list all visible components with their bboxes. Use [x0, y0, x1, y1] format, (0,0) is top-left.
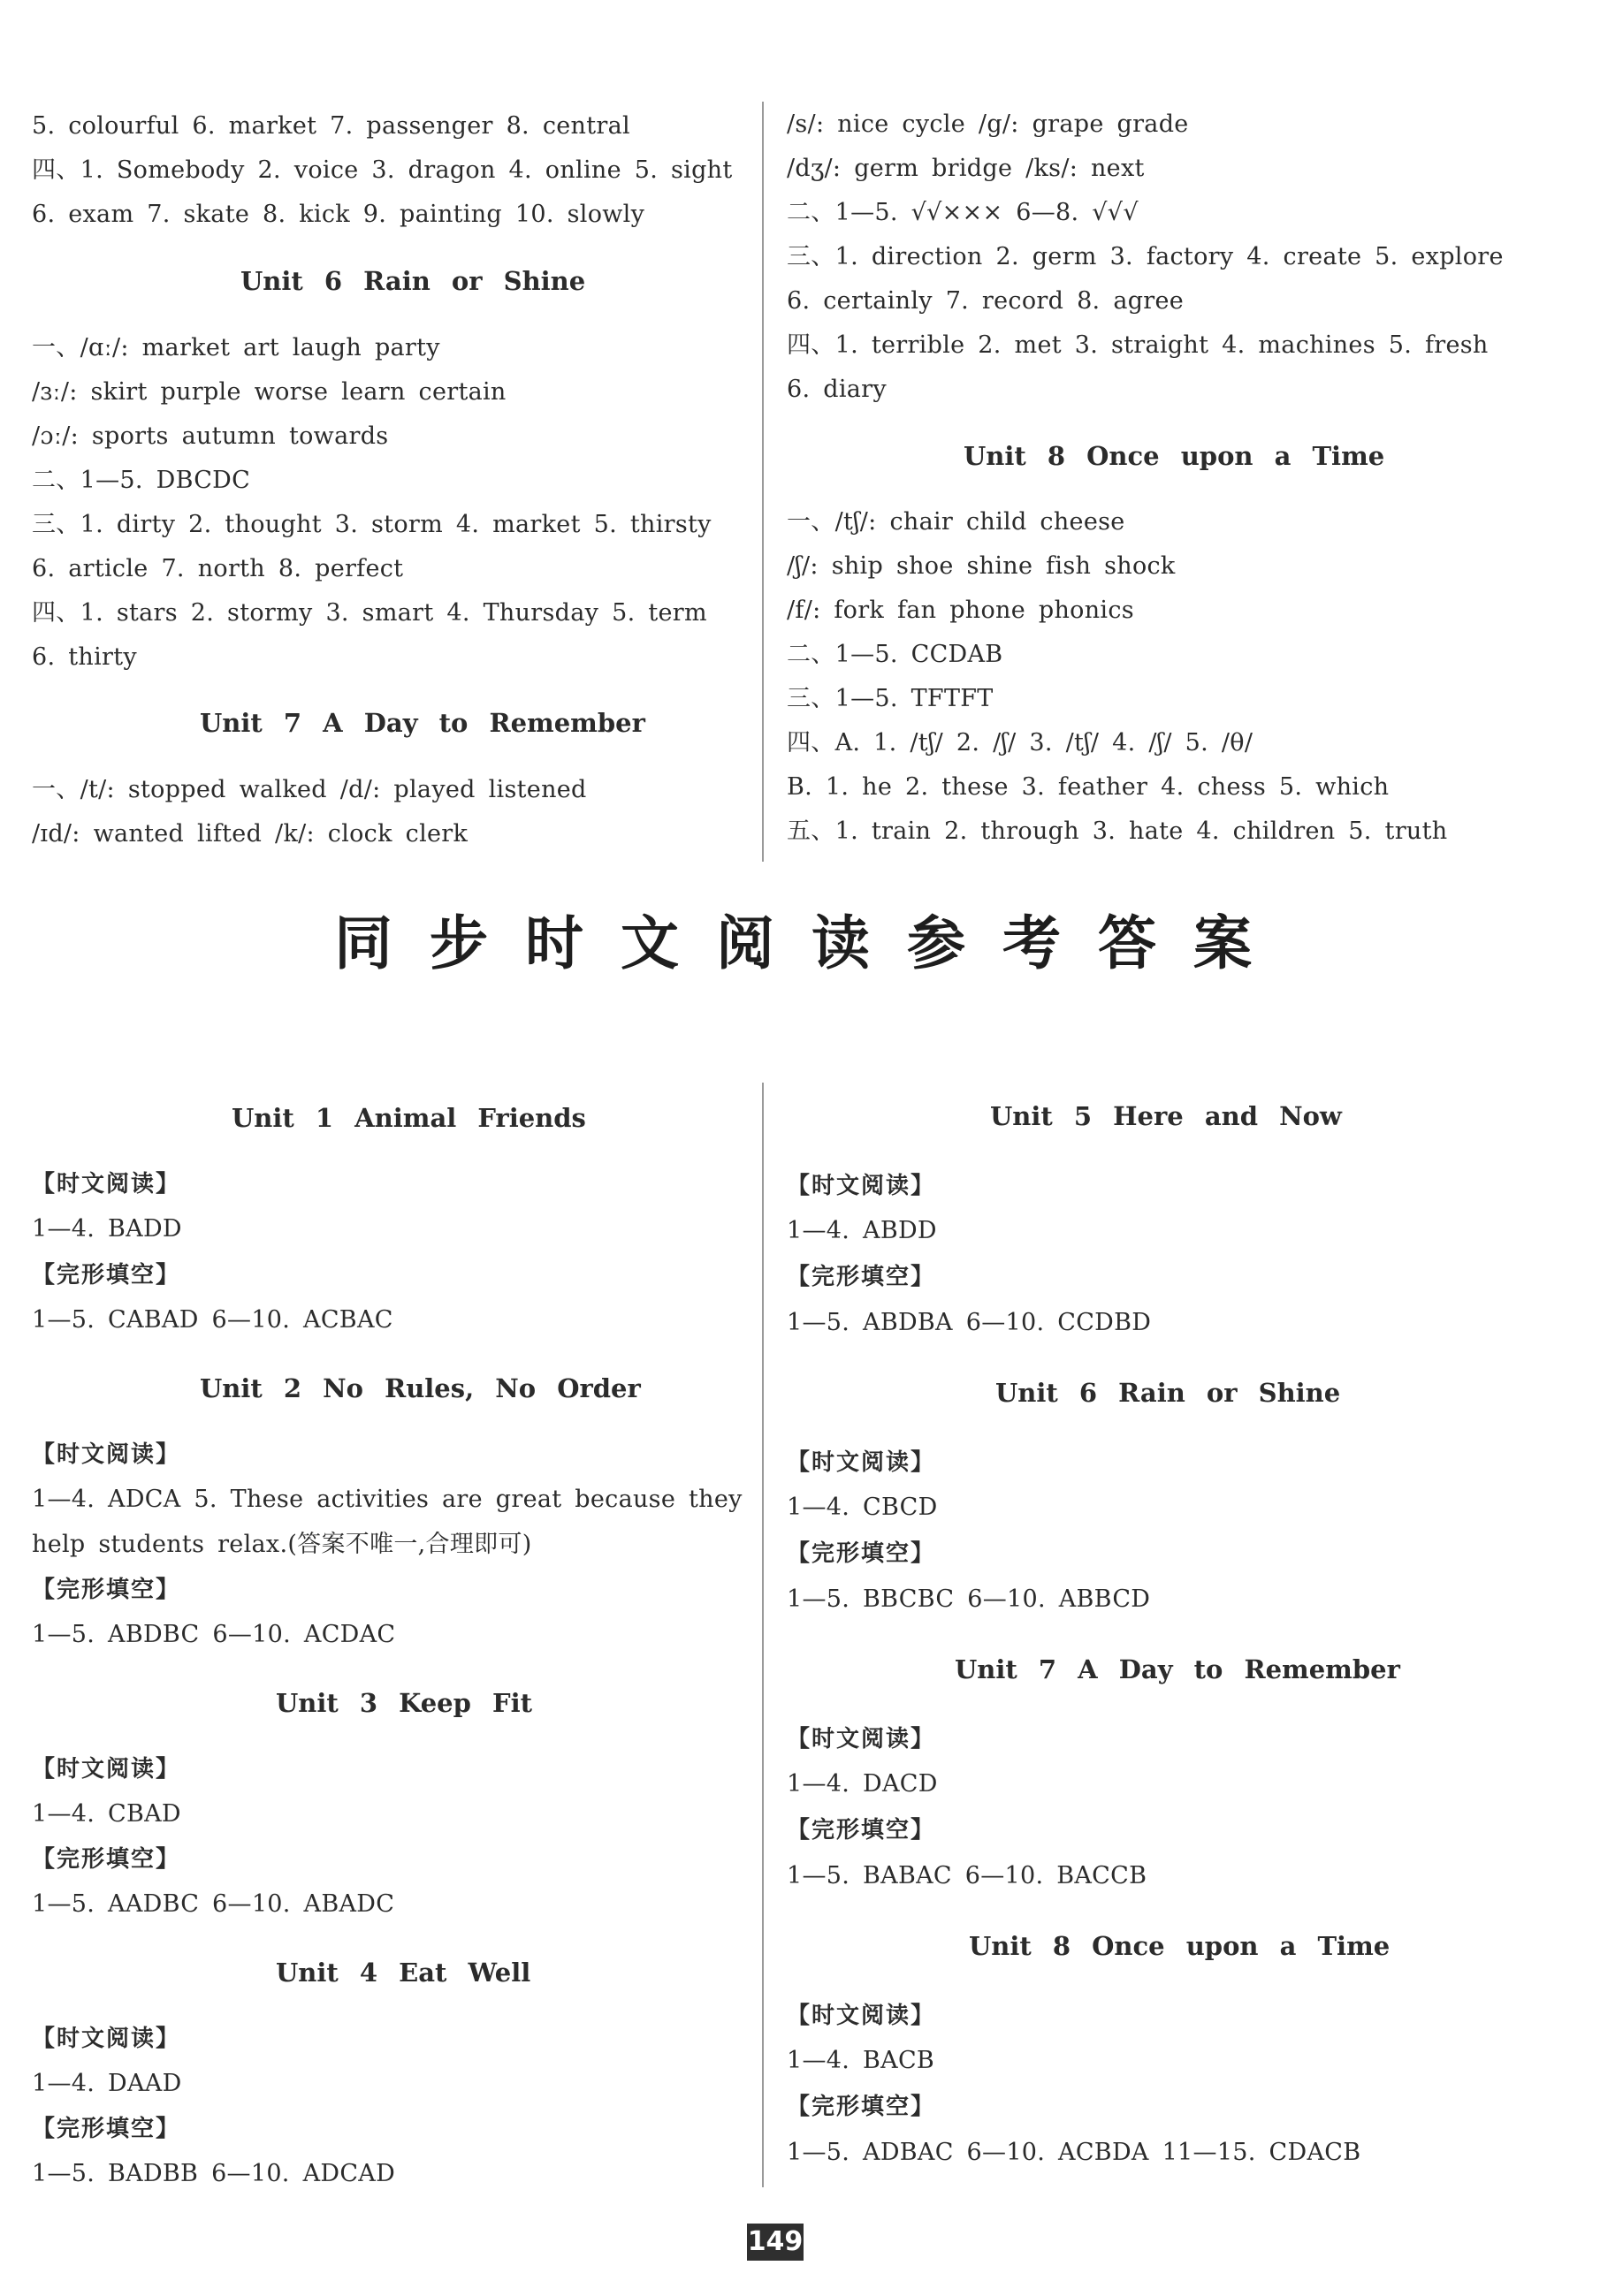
answer-line: /f/: fork fan phone phonics [787, 597, 1134, 624]
unit-title: Unit 6 Rain or Shine [240, 266, 586, 296]
answer-line: 一、/t/: stopped walked /d/: played listened [32, 776, 587, 803]
bottom-left-column [32, 0, 757, 2209]
unit-title: Unit 3 Keep Fit [276, 1688, 533, 1718]
answer-line: /ʃ/: ship shoe shine fish shock [787, 552, 1176, 580]
answer-line: 1—5. BBCBC 6—10. ABBCD [787, 1585, 1151, 1613]
answer-line: 1—5. CABAD 6—10. ACBAC [32, 1306, 393, 1334]
answer-line: 1—5. AADBC 6—10. ABADC [32, 1890, 395, 1918]
answer-line: 6. certainly 7. record 8. agree [787, 287, 1185, 315]
cloze-label: 【完形填空】 [787, 1264, 936, 1290]
answer-line: 1—4. DACD [787, 1770, 938, 1798]
answer-line: /s/: nice cycle /g/: grape grade [787, 110, 1189, 138]
answer-line: 1—4. BADD [32, 1215, 182, 1243]
answer-line: 四、1. Somebody 2. voice 3. dragon 4. online 5. sight [32, 156, 733, 184]
cloze-label: 【完形填空】 [32, 1577, 181, 1603]
answer-line: 1—5. ADBAC 6—10. ACBDA 11—15. CDACB [787, 2139, 1361, 2166]
column-divider-top [762, 102, 764, 862]
answer-line: 1—5. BABAC 6—10. BACCB [787, 1862, 1147, 1889]
reading-label: 【时文阅读】 [787, 1726, 936, 1752]
cloze-label: 【完形填空】 [32, 1262, 181, 1289]
page-number: 149 [747, 2224, 804, 2261]
answer-line: 1—4. ABDD [787, 1217, 937, 1244]
answer-line: 6. thirty [32, 643, 137, 671]
answer-line: 1—5. BADBB 6—10. ADCAD [32, 2160, 396, 2187]
answer-line: 一、/tʃ/: chair child cheese [787, 508, 1125, 536]
unit-title: Unit 5 Here and Now [990, 1101, 1342, 1131]
unit-title: Unit 6 Rain or Shine [995, 1378, 1341, 1408]
answer-line: 6. exam 7. skate 8. kick 9. painting 10. slowly [32, 201, 645, 228]
section-title: 同步时文阅读参考答案 [334, 909, 1289, 977]
reading-label: 【时文阅读】 [32, 1441, 181, 1468]
answer-line: 1—4. CBCD [787, 1494, 938, 1521]
unit-title: Unit 1 Animal Friends [232, 1103, 586, 1133]
unit-title: Unit 8 Once upon a Time [964, 441, 1385, 471]
reading-label: 【时文阅读】 [787, 2003, 936, 2029]
answer-line: B. 1. he 2. these 3. feather 4. chess 5. which [787, 773, 1390, 801]
answer-line: 三、1—5. TFTFT [787, 685, 994, 712]
answer-line: 6. diary [787, 376, 887, 403]
answer-line: 1—4. BACB [787, 2047, 935, 2074]
cloze-label: 【完形填空】 [787, 1817, 936, 1844]
answer-line: 五、1. train 2. through 3. hate 4. children 5. truth [787, 817, 1448, 845]
answer-line: /ɜː/: skirt purple worse learn certain [32, 378, 507, 406]
reading-label: 【时文阅读】 [32, 2026, 181, 2052]
reading-label: 【时文阅读】 [787, 1173, 936, 1199]
cloze-label: 【完形填空】 [32, 1846, 181, 1873]
reading-label: 【时文阅读】 [32, 1171, 181, 1197]
bottom-right-column [787, 0, 1609, 2209]
cloze-label: 【完形填空】 [32, 2116, 181, 2142]
answer-line: 5. colourful 6. market 7. passenger 8. central [32, 112, 630, 140]
answer-line: 1—4. DAAD [32, 2070, 182, 2097]
answer-line: 1—5. ABDBA 6—10. CCDBD [787, 1309, 1152, 1336]
answer-line: 1—4. ADCA 5. These activities are great because they [32, 1486, 743, 1513]
answer-line: 1—5. ABDBC 6—10. ACDAC [32, 1621, 396, 1648]
unit-title: Unit 7 A Day to Remember [955, 1654, 1400, 1684]
reading-label: 【时文阅读】 [32, 1756, 181, 1783]
answer-line: 6. article 7. north 8. perfect [32, 555, 404, 582]
answer-line: help students relax.(答案不唯一,合理即可) [32, 1531, 532, 1558]
answer-line: 一、/ɑː/: market art laugh party [32, 334, 440, 361]
answer-line: /ɪd/: wanted lifted /k/: clock clerk [32, 820, 469, 848]
unit-title: Unit 2 No Rules, No Order [200, 1373, 641, 1403]
answer-line: /dʒ/: germ bridge /ks/: next [787, 155, 1145, 182]
answer-line: 三、1. direction 2. germ 3. factory 4. create 5. explore [787, 243, 1504, 270]
answer-line: /ɔː/: sports autumn towards [32, 422, 389, 450]
column-divider-bottom [762, 1083, 764, 2187]
cloze-label: 【完形填空】 [787, 1540, 936, 1567]
answer-line: 四、A. 1. /tʃ/ 2. /ʃ/ 3. /tʃ/ 4. /ʃ/ 5. /θ/ [787, 729, 1253, 756]
answer-line: 四、1. stars 2. stormy 3. smart 4. Thursday 5. term [32, 599, 707, 627]
answer-line: 二、1—5. DBCDC [32, 467, 251, 494]
unit-title: Unit 8 Once upon a Time [969, 1931, 1391, 1961]
reading-label: 【时文阅读】 [787, 1449, 936, 1476]
answer-line: 1—4. CBAD [32, 1800, 181, 1828]
answer-line: 二、1—5. CCDAB [787, 641, 1003, 668]
answer-line: 四、1. terrible 2. met 3. straight 4. machines 5. fresh [787, 331, 1489, 359]
answer-line: 三、1. dirty 2. thought 3. storm 4. market 5. thirsty [32, 511, 712, 538]
cloze-label: 【完形填空】 [787, 2094, 936, 2120]
unit-title: Unit 4 Eat Well [276, 1958, 531, 1988]
unit-title: Unit 7 A Day to Remember [200, 708, 645, 738]
answer-line: 二、1—5. √√××× 6—8. √√√ [787, 199, 1139, 226]
